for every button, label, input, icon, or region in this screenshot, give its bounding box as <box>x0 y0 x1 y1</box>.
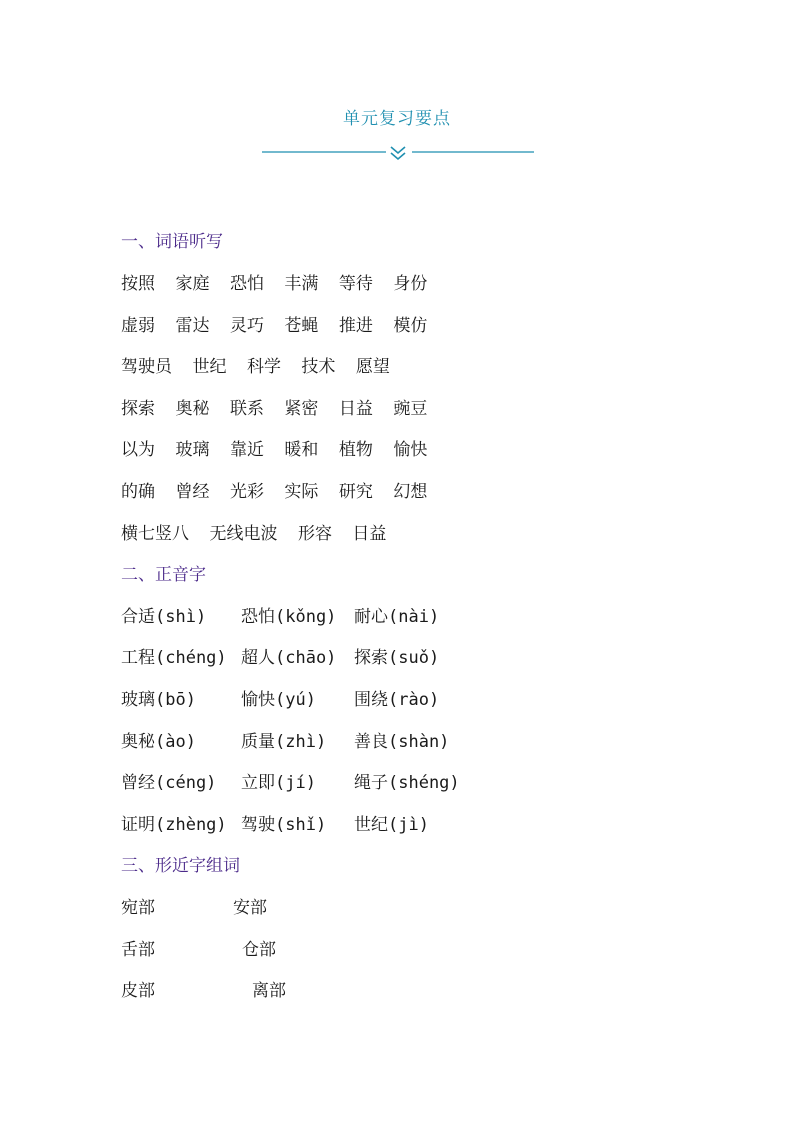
pinyin-item: 世纪(jì) <box>354 815 429 835</box>
char-item: 宛部 <box>121 898 155 918</box>
page-title: 单元复习要点 <box>343 109 451 129</box>
word-line: 虚弱 雷达 灵巧 苍蝇 推进 模仿 <box>121 316 428 336</box>
double-chevron-down-icon <box>391 147 405 159</box>
char-item: 安部 <box>233 898 267 918</box>
section-heading-pronunciation: 二、正音字 <box>121 565 206 585</box>
word-line: 探索 奥秘 联系 紧密 日益 豌豆 <box>121 399 428 419</box>
title-divider <box>262 142 534 164</box>
pinyin-item: 曾经(céng) <box>121 773 217 793</box>
pinyin-item: 探索(suǒ) <box>354 648 440 668</box>
pinyin-item: 合适(shì) <box>121 607 207 627</box>
word-line: 以为 玻璃 靠近 暖和 植物 愉快 <box>121 440 428 460</box>
word-line: 的确 曾经 光彩 实际 研究 幻想 <box>121 482 428 502</box>
pinyin-item: 善良(shàn) <box>354 732 450 752</box>
char-item: 离部 <box>252 981 286 1001</box>
pinyin-item: 耐心(nài) <box>354 607 440 627</box>
pinyin-item: 立即(jí) <box>241 773 316 793</box>
pinyin-item: 工程(chéng) <box>121 648 227 668</box>
pinyin-item: 证明(zhèng) <box>121 815 227 835</box>
word-line: 按照 家庭 恐怕 丰满 等待 身份 <box>121 274 428 294</box>
pinyin-item: 绳子(shéng) <box>354 773 460 793</box>
pinyin-item: 愉快(yú) <box>241 690 316 710</box>
pinyin-item: 驾驶(shǐ) <box>241 815 327 835</box>
pinyin-item: 超人(chāo) <box>241 648 337 668</box>
char-item: 皮部 <box>121 981 155 1001</box>
pinyin-item: 恐怕(kǒng) <box>241 607 337 627</box>
char-item: 舌部 <box>121 940 155 960</box>
word-line: 横七竖八 无线电波 形容 日益 <box>121 524 387 544</box>
word-line: 驾驶员 世纪 科学 技术 愿望 <box>121 357 390 377</box>
pinyin-item: 玻璃(bō) <box>121 690 196 710</box>
pinyin-item: 质量(zhì) <box>241 732 327 752</box>
pinyin-item: 围绕(rào) <box>354 690 440 710</box>
char-item: 仓部 <box>242 940 276 960</box>
pinyin-item: 奥秘(ào) <box>121 732 196 752</box>
section-heading-similar-characters: 三、形近字组词 <box>121 856 240 876</box>
section-heading-dictation: 一、词语听写 <box>121 232 223 252</box>
